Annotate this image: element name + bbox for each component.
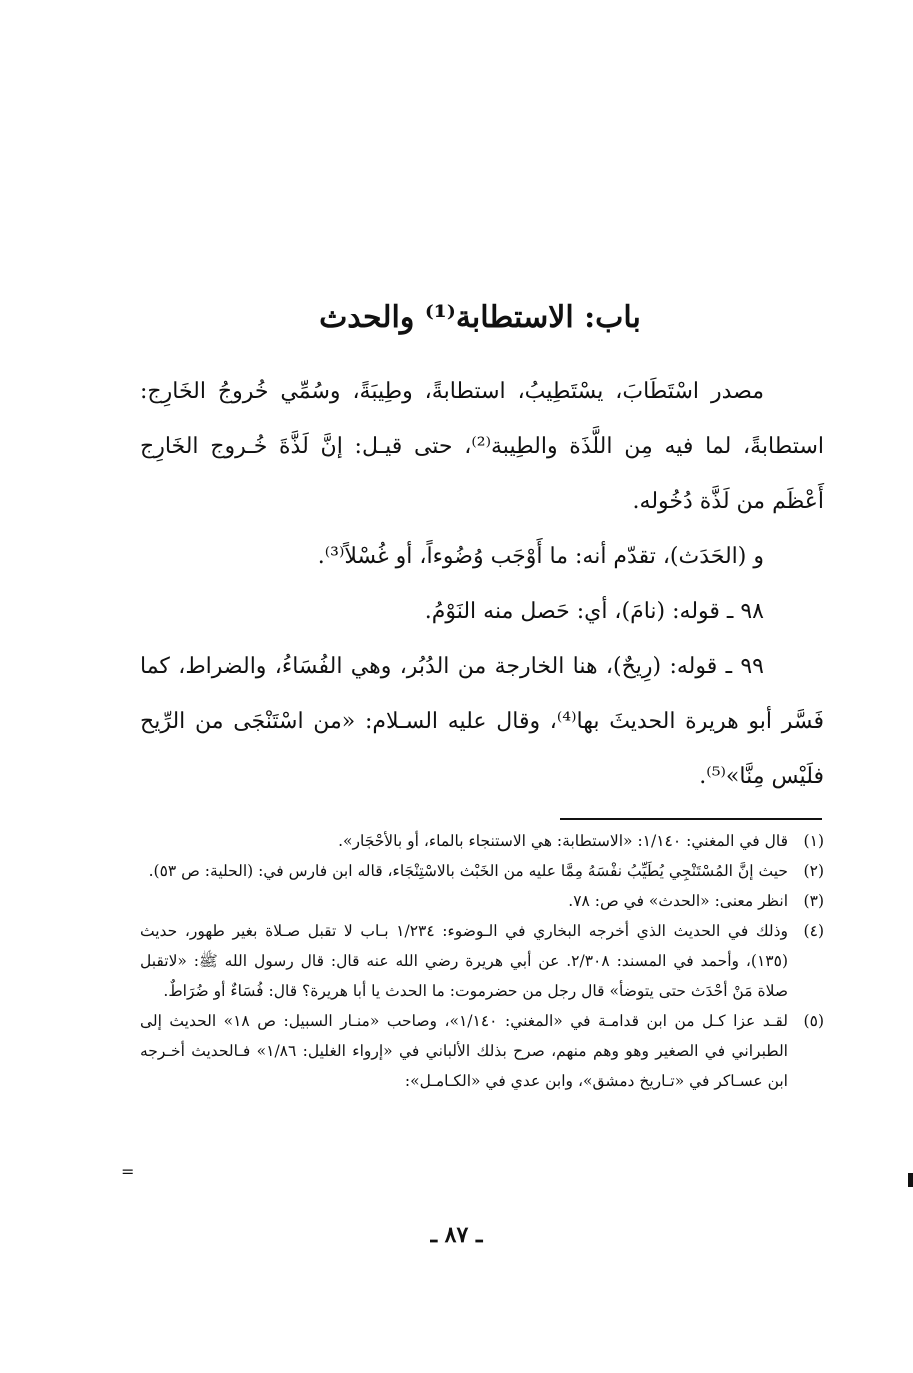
page-number: ـ ٨٧ ـ xyxy=(430,1222,483,1248)
footnote-text: لقـد عزا كـل من ابن قدامـة في «المغني: ١/١٤٠»، وصاحب «منـار السبيل: ص ١٨» الحديث إلى الطبراني في الصغير وهو وهم منهم، صرح بذلك الألباني في «إرواء الغليل: ١/٨٦» فـالحديث أخـرجه ابن عسـاكر في «تـاريخ دمشق»، وابن عدي في «الكـامـل»: xyxy=(140,1012,788,1090)
chapter-heading: باب: الاستطابة⁽¹⁾ والحدث xyxy=(319,300,641,335)
footnote-separator xyxy=(560,818,822,820)
footnote-3 xyxy=(140,886,824,916)
footnote-1 xyxy=(140,826,824,856)
paragraph-99: ٩٩ ـ قوله: (رِيحٌ)، هنا الخارجة من الدُبُر، وهي الفُسَاءُ، والضراط، كما فَسَّر أبو هريرة الحديثَ بها⁽⁴⁾، وقال عليه السـلام: «من اسْتَنْجَى من الرِّيح فلَيْس مِنَّا»⁽⁵⁾. xyxy=(140,654,824,789)
paragraph-hadath: و (الحَدَث)، تقدّم أنه: ما أَوْجَب وُضُوءاً، أو غُسْلاً⁽³⁾. xyxy=(317,544,764,569)
continued-mark: = xyxy=(121,1162,135,1181)
scan-edge-mark xyxy=(908,1173,913,1187)
footnote-number: (٥) xyxy=(803,1012,824,1030)
footnote-number: (٢) xyxy=(803,862,824,880)
footnote-number: (٤) xyxy=(803,922,824,940)
footnote-number: (٣) xyxy=(803,892,824,910)
footnote-5 xyxy=(140,1006,824,1096)
main-text xyxy=(140,364,824,804)
footnote-number: (١) xyxy=(803,832,824,850)
footnote-4 xyxy=(140,916,824,1006)
footnote-text: قال في المغني: ١/١٤٠: «الاستطابة: هي الاستنجاء بالماء، أو بالأحْجَار». xyxy=(338,832,788,850)
footnote-text: انظر معنى: «الحدث» في ص: ٧٨. xyxy=(568,892,788,910)
paragraph-definition: مصدر اسْتَطَابَ، يسْتَطِيبُ، استطابةً، وطِيبَةً، وسُمِّي خُروجُ الخَارِج: استطابةً، لما فيه مِن اللَّذَة والطِيبة⁽²⁾، حتى قيـل: إنَّ لَذَّةَ خُـروج الخَارِج أَعْظَم من لَذَّة دُخُوله. xyxy=(140,379,824,514)
footnote-text: وذلك في الحديث الذي أخرجه البخاري في الـوضوء: ١/٢٣٤ بـاب لا تقبل صـلاة بغير طهور، حديث (١٣٥)، وأحمد في المسند: ٢/٣٠٨. عن أبي هريرة رضي الله عنه قال: قال رسول الله ﷺ: «لاتقبل صلاة مَنْ أحْدَث حتى يتوضأ» قال رجل من حضرموت: ما الحدث يا أبا هريرة؟ قال: فُسَاءٌ أو ضُرَاطٌ. xyxy=(140,922,789,1000)
footnote-text: حيث إنَّ المُسْتَنْجِي يُطَيِّبُ نفْسَهُ مِمَّا عليه من الخَبْث بالاسْتِنْجَاء، قاله ابن فارس في: (الحلية: ص ٥٣). xyxy=(148,862,788,880)
footnote-2 xyxy=(140,856,824,886)
paragraph-98: ٩٨ ـ قوله: (نامَ)، أي: حَصل منه النَوْمُ. xyxy=(424,599,764,624)
footnotes xyxy=(140,826,824,1096)
